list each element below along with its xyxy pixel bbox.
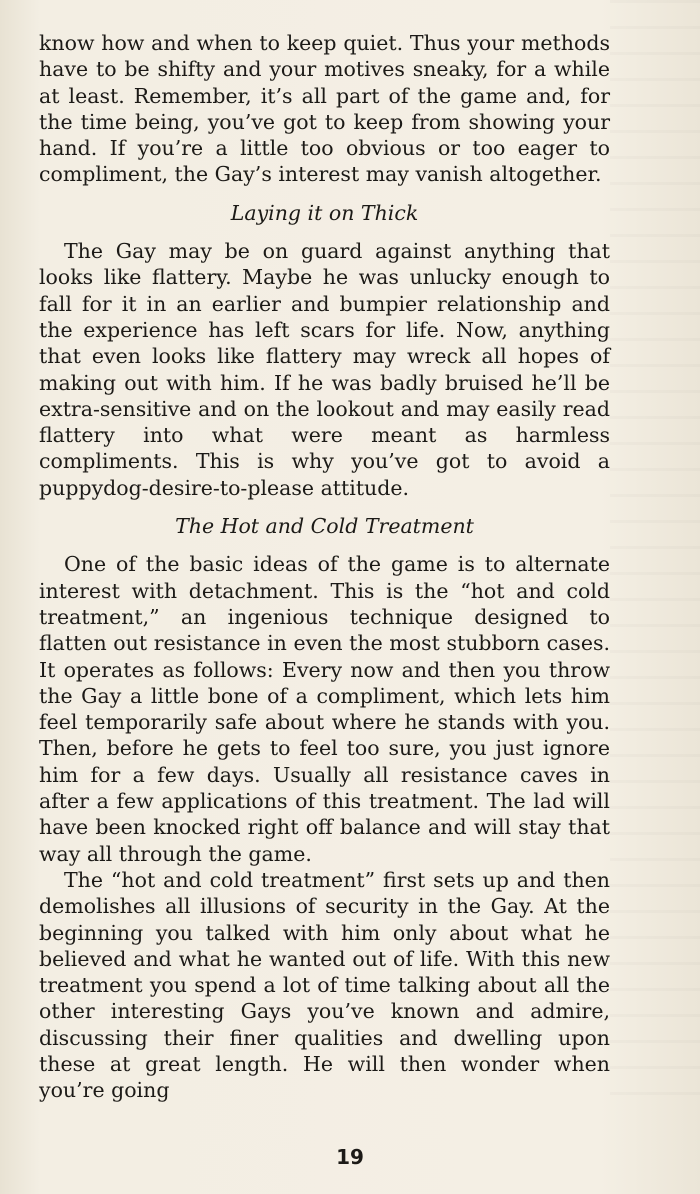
paragraph-flattery: The Gay may be on guard against anything that looks like flattery. Maybe he was unlucky enough to fall for it in an earlier and bumpier relationship and the experience has left scars for life. Now, anything that even looks like flattery may wreck all hopes of making out with him. If he was badly bruised he’ll be extra-sensitive and on the lookout and may easily read flattery into what were meant as harmless compliments. This is why you’ve got to avoid a puppydog-desire-to-please attitude. [39, 239, 610, 500]
section-heading-hot-and-cold: The Hot and Cold Treatment [175, 514, 474, 539]
page-body [39, 30, 610, 1104]
paragraph-hot-cold-intro: One of the basic ideas of the game is to alternate interest with detachment. This is the “hot and cold treatment,” an ingenious technique designed to flatten out resistance in even the most stubborn cases. It operates as follows: Every now and then you throw the Gay a little bone of a compliment, which lets him feel temporarily safe about where he stands with you. Then, before he gets to feel too sure, you just ignore him for a few days. Usually all resistance caves in after a few applications of this treatment. The lad will have been knocked right off balance and will stay that way all through the game. [39, 552, 610, 866]
show-through-text [610, 0, 700, 1100]
section-heading-laying-it-on-thick: Laying it on Thick [230, 200, 419, 225]
page-number: 19 [336, 1145, 364, 1169]
paragraph-continued: know how and when to keep quiet. Thus your methods have to be shifty and your motives sneaky, for a while at least. Remember, it’s all part of the game and, for the time being, you’ve got to keep from showing your hand. If you’re a little too obvious or too eager to compliment, the Gay’s interest may vanish altogether. [39, 31, 610, 187]
paragraph-hot-cold-detail: The “hot and cold treatment” first sets up and then demolishes all illusions of security in the Gay. At the beginning you talked with him only about what he believed and what he wanted out of life. With this new treatment you spend a lot of time talking about all the other interesting Gays you’ve known and admire, discussing their finer qualities and dwelling upon these at great length. He will then wonder when you’re going [39, 867, 610, 1103]
